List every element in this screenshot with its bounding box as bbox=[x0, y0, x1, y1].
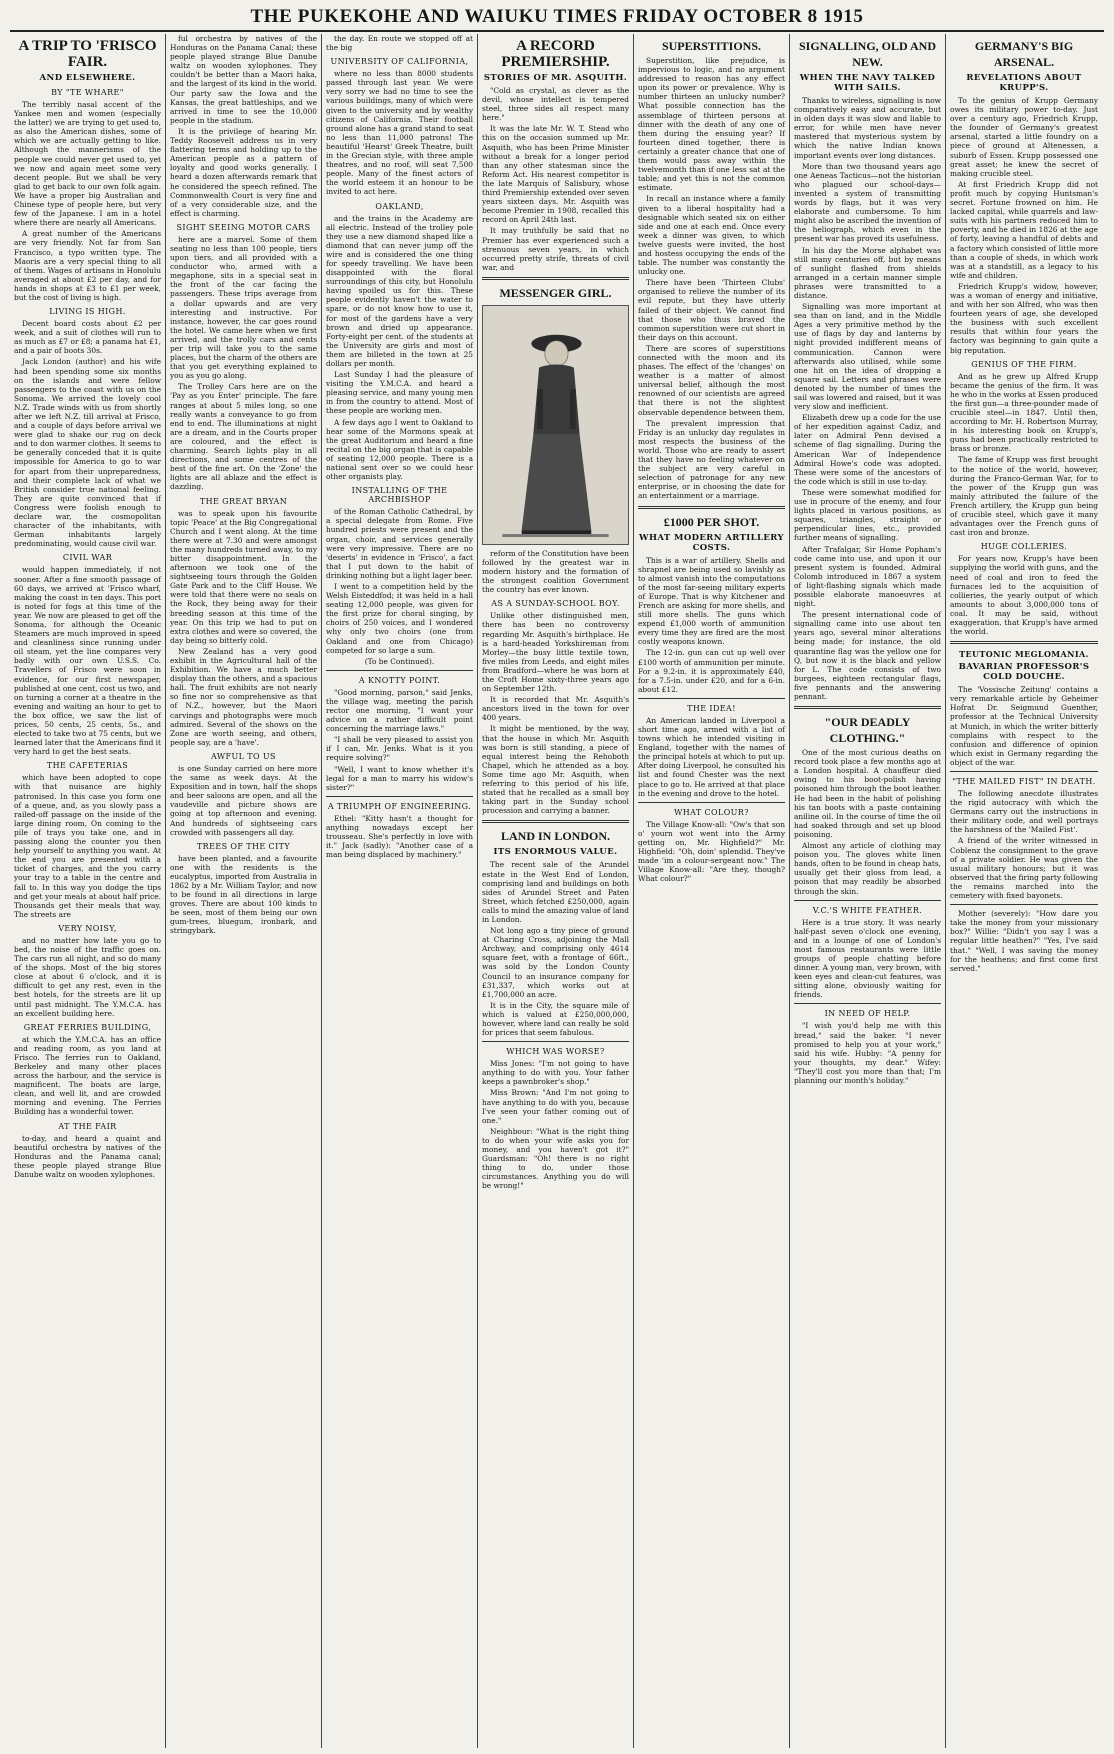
section-heading: TEUTONIC MEGLOMANIA. bbox=[959, 649, 1089, 660]
article-paragraph: The Village Know-all: "Ow's that son o' yourn wot went into the Army getting on, Mr. Highfield?" Mr. Highfield: "Oh, doin' splendid. They've made 'im a colour-sergeant now." The Village Know-all: "Are they, though? What colour?" bbox=[638, 819, 785, 884]
article-paragraph: At first Friedrich Krupp did not profit much by copying Huntsman's secret. Fortune frowned on him. He lacked capital, while quarrels and law-suits with his partners reduced him to poverty, and he died in 1826 at the age of forty, leaving a handful of debts and a factory which consisted of little more than a couple of sheds, in which work was at a standstill, as a legacy to his wife and children. bbox=[950, 179, 1098, 280]
column-2 bbox=[166, 34, 322, 1748]
section-heading: A TRIUMPH OF ENGINEERING. bbox=[327, 801, 472, 811]
article-paragraph: New Zealand has a very good exhibit in the Agricultural hall of the Exhibition. We have a much better display than the others, and a spacious hall. The fruit exhibits are not nearly so fine nor so comprehensive as that of N.Z., however, but the Maori carvings and photographs were much admired. Several of the shows on the Zone are worth seeing, and others, people say, are a 'have'. bbox=[170, 646, 317, 747]
article-paragraph: Here is a true story. It was nearly half-past seven o'clock one evening, and in a lounge of one of London's most famous restaurants were little groups of people chatting before dinner. A young man, very brown, with keen eyes and clean-cut features, was sitting alone, obviously waiting for friends. bbox=[794, 917, 941, 1000]
article-paragraph: reform of the Constitution have been followed by the greatest war in modern history and the formation of the strongest coalition Government the country has ever known. bbox=[482, 548, 629, 595]
article-paragraph: would happen immediately, if not sooner. After a fine smooth passage of 60 days, we arrived at 'Frisco wharf, making the coast in ten days. This port is noted for fogs at this time of the year. We now are pleased to get off the Sonoma, for although the Oceanic Steamers are much improved in speed and cleanliness since running under oil steam, yet the line compares very badly with our own U.S.S. Co. Travellers of Frisco were soon in evidence, for our first newspaper, published at one cent, cost us two, and on turning a corner at a theatre in the evening and waiting an hour to get to the box office, we saw the list of prices, 50 cents, 25 cents, 5s., and elected to take two at 75 cents, but we learned later that the Americans find it very hard to get the best seats. bbox=[14, 565, 161, 757]
divider bbox=[326, 796, 473, 797]
article-paragraph: It is in the City, the square mile of which is valued at £250,000,000, however, where land can really be sold for prices that seem fabulous. bbox=[482, 1000, 629, 1038]
headline-land-in-london: LAND IN LONDON. bbox=[500, 829, 610, 844]
messenger-girl-figure bbox=[483, 306, 628, 544]
section-heading: THE IDEA! bbox=[687, 703, 736, 713]
article-paragraph: Mother (severely): "How dare you take the money from your missionary box?" Willie: "Didn't you say I was a regular little heathen?" "Yes, I've said that." "Well, I was saving the money for the heathens; and first come first served." bbox=[950, 909, 1098, 973]
article-paragraph: of the Roman Catholic Cathedral, by a special delegate from Rome. Five hundred priests were present and the organ, choir, and services generally were very impressive. There are no 'deserts' in evidence in 'Frisco', a fact that I put down to the habit of drinking nothing but a light lager beer. bbox=[326, 507, 473, 580]
divider bbox=[794, 706, 941, 709]
section-heading: TREES OF THE CITY bbox=[196, 841, 291, 851]
masthead-title: THE PUKEKOHE AND WAIUKU TIMES FRIDAY OCTOBER 8 1915 bbox=[250, 6, 864, 27]
section-heading: HUGE COLLERIES. bbox=[980, 542, 1068, 552]
article-paragraph: To the genius of Krupp Germany owes its military power to-day. Just over a century ago, Friedrich Krupp, the founder of Germany's greatest arsenal, started a little foundry on a piece of ground at Altenessen, a suburb of Essen. Krupp possessed one great asset; he knew the secret of making crucible steel. bbox=[950, 96, 1098, 178]
article-paragraph: have been planted, and a favourite one with the residents is the eucalyptus, imported from Australia in 1862 by a Mr. William Taylor, and now to be found in all directions in large groves. There are about 100 kinds to be seen, most of them being our own gum-trees, bluegum, ironbark, and stringybark. bbox=[170, 853, 317, 936]
section-heading: AT THE FAIR bbox=[58, 1121, 117, 1131]
subhead-artillery-costs: WHAT MODERN ARTILLERY COSTS. bbox=[639, 532, 784, 553]
article-paragraph: Almost any article of clothing may poison you. The gloves white linen hands, often to be found in cheap hats, usually get their gloss from lead, a poison that may readily be absorbed through the skin. bbox=[794, 841, 941, 896]
article-paragraph: In recall an instance where a family given to a liberal hospitality had a designable which seated six on either side and one at each end. Once every week a dinner was given, to which twelve guests were invited, the host and hostess occupying the ends of the table. The number was constantly the unlucky one. bbox=[638, 194, 785, 277]
section-heading: AWFUL TO US bbox=[211, 751, 276, 761]
article-paragraph: The 12-in. gun can cut up well over £100 worth of ammunition per minute. For a 9.2-in. it is approximately £40, for a 7.5-in. under £20, and for a 6-in. about £12. bbox=[638, 648, 785, 694]
column-4 bbox=[478, 34, 634, 1748]
section-heading: OAKLAND, bbox=[375, 201, 424, 211]
section-heading: VERY NOISY, bbox=[58, 923, 117, 933]
article-paragraph: here are a marvel. Some of them seating no less than 100 people, tiers upon tiers, and all provided with a conductor who, armed with a megaphone, sits in a special seat in the front of the car facing the passengers. These trips average from a dollar upwards and are very interesting and instructive. For instance, however, the car goes round the hotel. We came here when we first arrived, and the trolly cars and cents per trip will take you to the same places, but the charm of the others are that you get everything explained to you as you go along. bbox=[170, 234, 317, 381]
article-paragraph: A great number of the Americans are very friendly. Not far from San Francisco, a typo written type. The Maoris are a very special thing to all of them. Wages of artisans in Honolulu averaged at about £2 per day, and for hands in shops at £3 to £1 per week, but the cost of living is high. bbox=[14, 229, 161, 302]
divider bbox=[482, 1041, 629, 1042]
section-heading: CIVIL WAR bbox=[62, 553, 113, 563]
headline-deadly-clothing: "OUR DEADLY CLOTHING." bbox=[824, 715, 911, 746]
article-paragraph: is one Sunday carried on here more the same as week days. At the Exposition and in town, half the shops and beer saloons are open, and all the vaudeville and picture shows are going at top afternoon and evening. And hundreds of sightseeing cars crowded with passengers all day. bbox=[170, 763, 317, 837]
article-paragraph: Jack London (author) and his wife had been spending some six months on the islands and were fellow passengers to the coast with us on the Sonoma. We arrived the lovely cool N.Z. Trade winds with us from shortly after we left N.Z. till arrival at Frisco, and a couple of days before arrival we were glad to shake our rug on deck and to don warmer clothes. It seems to be generally conceded that it is quite impossible for America to go to war for apart from their unpreparedness, and their complete lack of what we British consider true national feeling. They are quite convinced that if Congress were foolish enough to declare war, the cosmopolitan character of the inhabitants, with German inhabitants largely predominating, would cause civil war. bbox=[14, 357, 161, 549]
article-paragraph: This is a war of artillery. Shells and shrapnel are being used so lavishly as to almost vanish into the computations of the most far-seeing military experts of Europe. That is why Kitchener and French are asking for more shells, and still more shells. The guns which expend £1,000 worth of ammunition every time they are fired are the most costly weapons known. bbox=[638, 555, 785, 647]
divider bbox=[950, 641, 1098, 644]
section-heading: THE GREAT BRYAN bbox=[199, 496, 288, 506]
subhead-asquith: STORIES OF MR. ASQUITH. bbox=[483, 73, 628, 83]
article-paragraph: The Trolley Cars here are on the 'Pay as you Enter' principle. The fare ranges at about 5 miles long, so one really wants a conveyance to go from end to end. The illuminations at night are a dream, and in the Courts proper are coloured, and the effect is charming. Search lights play in all directions, and some centres of the best of the fine art. On the 'Zone' the lights are all ablaze and the effect is dazzling. bbox=[170, 382, 317, 492]
section-heading: INSTALLING OF THE ARCHBISHOP bbox=[351, 486, 448, 505]
section-heading: AS A SUNDAY-SCHOOL BOY. bbox=[491, 599, 620, 609]
article-paragraph: to-day, and heard a quaint and beautiful orchestra by natives of the Honduras and the Panama canal; these people played strange Blue Danube waltz on wooden xylophones. bbox=[14, 1133, 161, 1179]
article-paragraph: Not long ago a tiny piece of ground at Charing Cross, adjoining the Mall Archway, and comprising only 4614 square feet, with a frontage of 66ft., was sold by the London County Council to an insurance company for £31,337, which works out at £1,700,000 an acre. bbox=[482, 926, 629, 999]
divider bbox=[638, 698, 785, 699]
section-heading: WHAT COLOUR? bbox=[674, 807, 749, 817]
column-grid bbox=[10, 34, 1104, 1748]
article-paragraph: at which the Y.M.C.A. has an office and reading room, as you land at Frisco. The ferries run to Oakland, Berkeley and many other places across the harbour, and the service is magnificent. The boats are large, clean, and well lit, and are crowded morning and evening. The Ferries Building has a wonderful tower. bbox=[14, 1034, 161, 1117]
article-paragraph: Miss Brown: "And I'm not going to have anything to do with you, because I've seen your father coming out of one." bbox=[482, 1088, 629, 1125]
masthead bbox=[10, 4, 1104, 32]
article-paragraph: Unlike other distinguished men, there has been no controversy regarding Mr. Asquith's birthplace. He is a hard-headed Yorkshireman from Morley—the busy little textile town, five miles from Leeds, and eight miles from Bradford—where he was born at the Croft Home sixty-three years ago on September 12th. bbox=[482, 611, 629, 694]
article-paragraph: Decent board costs about £2 per week, and a suit of clothes will run to as much as £7 or £8; a panama hat £1, and a pair of boots 30s. bbox=[14, 319, 161, 356]
article-paragraph: And as he grew up Alfred Krupp became the genius of the firm. It was he who in the works at Essen produced the first gun—a three-pounder made of crucible steel—in 1847. Until then, according to Mr. H. Robertson Murray, in his interesting book on Krupp's, guns had been practically restricted to brass or bronze. bbox=[950, 371, 1098, 454]
section-heading: GREAT FERRIES BUILDING, bbox=[23, 1022, 152, 1032]
section-heading: V.C.'S WHITE FEATHER. bbox=[812, 905, 923, 915]
article-paragraph: It may truthfully be said that no Premier has ever experienced such a strenuous seven years, in which occurred pretty strife, threats of civil war, and bbox=[482, 226, 629, 272]
column-6 bbox=[790, 34, 946, 1748]
article-paragraph: and no matter how late you go to bed, the noise of the traffic goes on. The cars run all night, and so do many of the shops. Most of the big stores close at about 6 o'clock, and it is difficult to get any rest, even in the best hotels, for the streets are lit up until past midnight. The Y.M.C.A. has an excellent building here. bbox=[14, 935, 161, 1018]
column-3 bbox=[322, 34, 478, 1748]
article-paragraph: "Good morning, parson," said Jenks, the village wag, meeting the parish rector one morning, "I want your advice on a rather difficult point concerning the marriage laws." bbox=[326, 687, 473, 734]
section-heading: "THE MAILED FIST" IN DEATH. bbox=[952, 777, 1096, 786]
article-paragraph: was to speak upon his favourite topic 'Peace' at the Big Congregational Church and I went along. At the time there were at 7.30 and were amongst the many hundreds turned away, to my bitter disappointment. In the afternoon we took one of the sightseeing tours through the Golden Gate Park and to the Cliff House. We were told that there were no seals on the Rock, they being away for their breeding season at this time of the year. On this trip we had to put on extra clothes and were so covered, the day being so bitterly cold. bbox=[170, 508, 317, 645]
article-paragraph: There have been 'Thirteen Clubs' organised to relieve the number of its evil repute, but they have utterly failed of their object. We cannot find that those who thus braved the common superstition were cut short in their days on this account. bbox=[638, 278, 785, 342]
divider bbox=[950, 904, 1098, 905]
headline-superstitions: SUPERSTITIONS. bbox=[661, 39, 762, 53]
section-heading: THE CAFETERIAS bbox=[46, 761, 129, 771]
article-paragraph: the day. En route we stopped off at the big bbox=[326, 34, 473, 53]
article-paragraph: "Well, I want to know whether it's legal for a man to marry his widow's sister?" bbox=[326, 764, 473, 792]
subhead-navy-sails: WHEN THE NAVY TALKED WITH SAILS. bbox=[799, 73, 936, 93]
divider bbox=[638, 802, 785, 803]
column-5 bbox=[634, 34, 790, 1748]
headline-trip-to-frisco: A TRIP TO 'FRISCO FAIR. bbox=[18, 38, 157, 70]
article-paragraph: It was the late Mr. W. T. Stead who this on the occasion summed up Mr. Asquith, who has been Prime Minister without a break for a longer period than any other statesman since the Reform Act. His nearest competitor is the late Marquis of Salisbury, whose third Premiership extended over seven years sixteen days. Mr. Asquith was become Premier in 1908, recalled this record on April 24th last. bbox=[482, 124, 629, 225]
article-paragraph: Signalling was more important at sea than on land, and in the Middle Ages a very primitive method by the use of flags by day and lanterns by night provided indifferent means of communication. Cannon were afterwards also utilised, while some one hit on the idea of dropping a square sail. Letters and phrases were denoted by the number of times the sail was lowered and raised, but it was very slow and inefficient. bbox=[794, 302, 941, 412]
section-heading: GENIUS OF THE FIRM. bbox=[971, 359, 1077, 369]
article-paragraph: which have been adopted to cope with that nuisance are highly patronised. In this case you form one of a queue, and, as you slowly pass a railed-off passage on the inside of the large dining room, On coming to the pile of trays you take one, and in passing along the counter you then help yourself to anything you want. At the end you are presented with a ticket of charges, and the you carry your tray to a table in the centre and fall to. In this way you dodge the tips and get your meals at about half price. Thousands get their meals that way. The streets are bbox=[14, 773, 161, 919]
article-paragraph: Neighbour: "What is the right thing to do when your wife asks you for money, and you haven't got it?" Guardsman: "Oh! there is no right thing to do, under those circumstances. Anything you do will be wrong!" bbox=[482, 1126, 629, 1191]
section-heading: LIVING IS HIGH. bbox=[49, 307, 126, 317]
headline-signalling: SIGNALLING, OLD AND NEW. bbox=[798, 39, 937, 69]
section-heading: SIGHT SEEING MOTOR CARS bbox=[176, 222, 311, 232]
byline: BY "TE WHARE" bbox=[51, 88, 124, 97]
messenger-girl-photo bbox=[482, 305, 629, 545]
article-paragraph: and the trains in the Academy are all electric. Instead of the trolley pole they use a new diamond shaped like a diamond that can never jump off the wire and is considered the one thing for speedy travelling. We have been disappointed with the floral surroundings of this city, but Honolulu having spoiled us for this. These people evidently haven't the water to spare, or do not know how to use it, for most of the gardens have a very brown and dried up appearance. Forty-eight per cent. of the students at the University are girls and most of them are billeted in the town at 25 dollars per month. bbox=[326, 213, 473, 368]
article-paragraph: Ethel: "Kitty hasn't a thought for anything nowadays except her trousseau. She's perfectly in love with it." Jack (sadly): "Another case of a man being displaced by machinery." bbox=[326, 813, 473, 860]
article-paragraph: The prevalent impression that Friday is an unlucky day regulates in most respects the business of the world. Those who are ready to assert that they have no feeling whatever on the subject are very careful in selection of patronage for any new enterprise, or in choosing the date for an entertainment or a marriage. bbox=[638, 418, 785, 501]
article-paragraph: I went to a competition held by the Welsh Eisteddfod; it was held in a hall seating 12,000 people, was given for the first prize for choral singing, by choirs of 250 voices, and I wondered why only two choirs (one from Oakland and one from Chicago) competed for so large a sum. bbox=[326, 581, 473, 655]
article-paragraph: It is recorded that Mr. Asquith's ancestors lived in the town for over 400 years. bbox=[482, 695, 629, 723]
divider bbox=[794, 1003, 941, 1004]
section-heading: A KNOTTY POINT. bbox=[358, 675, 441, 685]
divider bbox=[950, 771, 1098, 772]
article-paragraph: In his day the Morse alphabet was still many centuries off, but by means of sunlight flashed from shields arranged in a certain manner simple phrases were transmitted to a distance. bbox=[794, 245, 941, 300]
article-paragraph: More than two thousand years ago one Aeneas Tacticus—not the historian who plagued our school-days—invented a system of transmitting words by flags, but it was very elaborate and cumbersome. To him might also be ascribed the invention of the heliograph, which even in the present war has proved its usefulness. bbox=[794, 161, 941, 244]
article-paragraph: A few days ago I went to Oakland to hear some of the Mormons speak at the great Auditorium and heard a fine recital on the big organ that is capable of seating 12,000 people. There is a national sent over so we could hear other organists play. bbox=[326, 417, 473, 482]
article-paragraph: A friend of the writer witnessed in Coblenz the consignment to the grave of a private soldier. He was given the usual military honours; but it was observed that the firing party following the remains marched into the cemetery with fixed bayonets. bbox=[950, 836, 1098, 901]
divider bbox=[638, 506, 785, 509]
article-paragraph: The terribly nasal accent of the Yankee men and women (especially the latter) we are trying to get used to, as also the American dishes, some of which we are actually getting to like. Although the mannerisms of the people we could never get used to, yet we now and again meet some very decent people. But we shall be very glad to get back to our own folk again. We have a proper big Australian and Chinese type of people here, but very few of the Japanese. I am in a hotel where there are nearly all Americans. bbox=[14, 100, 161, 228]
article-paragraph: It is the privilege of hearing Mr. Teddy Roosevelt address us in very flattering terms and holding up to the American people as a pattern of loyalty and good works generally. I heard a dozen afterwards remark that he considered the speech refined. The Commonwealth Court is very fine and of a very considerable size, and the effect is charming. bbox=[170, 126, 317, 218]
divider bbox=[794, 900, 941, 901]
article-paragraph: The present international code of signalling came into use about ten years ago, several minor alterations being made; for instance, the old quarantine flag was the yellow one for Q, but now it is the black and yellow for L. The code consists of two burgees, eighteen rectangular flags, five pennants and the answering pennant. bbox=[794, 610, 941, 701]
headline-messenger-girl: MESSENGER GIRL. bbox=[499, 285, 612, 300]
article-paragraph: The following anecdote illustrates the rigid autocracy with which the Germans carry out the instructions in their military code, and well portrays the harshness of the 'Mailed Fist'. bbox=[950, 789, 1098, 835]
subhead-bavarian-professor: BAVARIAN PROFESSOR'S COLD DOUCHE. bbox=[958, 662, 1090, 683]
article-paragraph: "Cold as crystal, as clever as the devil, whose intellect is tempered steel, three sides all respect many here." bbox=[482, 86, 629, 123]
article-paragraph: These were somewhat modified for use in procure of the enemy, and four lights placed in various positions, as squares, triangles, straight or perpendicular lines, etc., provided further means of signalling. bbox=[794, 487, 941, 543]
continued-note: (To be Continued). bbox=[364, 656, 435, 666]
headline-record-premiership: A RECORD PREMIERSHIP. bbox=[501, 38, 610, 70]
article-paragraph: Miss Jones: "I'm not going to have anything to do with you. Your father keeps a pawnbroker's shop." bbox=[482, 1059, 629, 1087]
article-paragraph: Elizabeth drew up a code for the use of her expedition against Cadiz, and later on Admiral Penn devised a scheme of flag signalling. During the American War of Independence Admiral Howe's code was adopted. These were some of the ancestors of the code which is still in use to-day. bbox=[794, 413, 941, 486]
article-paragraph: The 'Vossische Zeitung' contains a very remarkable article by Geheimer Hofrat Dr. Seigmund Guenther, professor at the Technical University at Munich, in which the writer bitterly complains with respect to the confusion and difference of opinion which exist in Germany regarding the object of the war. bbox=[950, 685, 1098, 767]
subhead-krupps: REVELATIONS ABOUT KRUPP'S. bbox=[966, 73, 1082, 93]
article-paragraph: "I shall be very pleased to assist you if I can, Mr. Jenks. What is it you require solving?" bbox=[326, 735, 473, 763]
article-paragraph: There are scores of superstitions connected with the moon and its phases. The effect of the 'changes' on weather is a matter of almost universal belief, although the most renowned of our scientists are agreed that there is not the slightest observable dependence between them. bbox=[638, 343, 785, 417]
column-7 bbox=[946, 34, 1102, 1748]
article-paragraph: Last Sunday I had the pleasure of visiting the Y.M.C.A. and heard a pleasing service, and many young men in from the country to attend. Most of these people are working men. bbox=[326, 370, 473, 416]
article-paragraph: For years now, Krupp's have been supplying the world with guns, and the need of coal and iron to feed the furnaces led to the acquisition of collieries, the yearly output of which amounts to about 3,000,000 tons of coal. It may be said, without exaggeration, that Krupp's have armed the world. bbox=[950, 554, 1098, 637]
article-paragraph: "I wish you'd help me with this bread," said the baker. "I never promised to help you at your work," said his wife. Hubby: "A penny for your thoughts, my dear." Wifey: "They'll cost you more than that; I'm planning our month's holiday." bbox=[794, 1021, 941, 1085]
divider bbox=[326, 670, 473, 671]
section-heading: UNIVERSITY OF CALIFORNIA, bbox=[330, 57, 469, 67]
article-paragraph: Friedrich Krupp's widow, however, was a woman of energy and initiative, and with her son Alfred, who was then fourteen years of age, she developed the business with such excellent results that within four years the factory was beginning to gain quite a big reputation. bbox=[950, 281, 1098, 355]
article-paragraph: After Trafalgar, Sir Home Popham's code came into use, and upon it our present system is founded. Admiral Colomb introduced in 1867 a system of light-flashing signals which made possible elaborate manoeuvres at night. bbox=[794, 544, 941, 609]
subhead-enormous-value: ITS ENORMOUS VALUE. bbox=[493, 847, 618, 858]
article-paragraph: It might be mentioned, by the way, that the house in which Mr. Asquith was born is still standing, a piece of equal interest being the Rehoboth Chapel, which he attended as a boy. Some time ago Mr. Asquith, when referring to this period of his life, stated that he recalled as a small boy taking part in the Sunday school procession and carrying a banner. bbox=[482, 724, 629, 816]
headline-1000-per-shot: £1000 PER SHOT. bbox=[663, 514, 760, 529]
article-paragraph: The fame of Krupp was first brought to the notice of the world, however, during the Franco-German War, for to the power of the Krupp gun was mainly attributed the failure of the French artillery, the Krupp gun being of crucible steel, which gave it many advantages over the French guns of cast iron and bronze. bbox=[950, 455, 1098, 538]
article-paragraph: An American landed in Liverpool a short time ago, armed with a list of towns which he intended visiting in England, together with the names of the principal hotels at which to put up. After doing Liverpool, he consulted his list and found Chester was the next place to go to. He arrived at that place in the evening and drove to the hotel. bbox=[638, 715, 785, 798]
article-paragraph: ful orchestra by natives of the Honduras on the Panama Canal; these people played strange Blue Danube waltz on wooden xylophones. They couldn't be better than a Maori haka, and the largest of its kind in the world. Our party saw the Iowa and the Kansas, the great battleships, and we arrived in time to see the 10,000 people in the stadium. bbox=[170, 34, 317, 125]
article-paragraph: Superstition, like prejudice, is impervious to logic, and no argument addressed to reason has any effect upon its power or prevalence. Why is number thirteen an unlucky number? What possible connection has the assemblage of thirteen persons at dinner with the death of any one of them during the ensuing year? If fourteen dined together, there is certainly a greater chance that one of them would pass away within the twelvemonth than if one less sat at the table; and yet this is not the common estimate. bbox=[638, 56, 785, 193]
divider bbox=[482, 277, 629, 280]
article-paragraph: The recent sale of the Arundel estate in the West End of London, comprising land and buildings on both sides of Arundel Street and Paten Street, which fetched £250,000, again calls to mind the amazing value of land in London. bbox=[482, 860, 629, 924]
column-1 bbox=[10, 34, 166, 1748]
subhead-and-elsewhere: AND ELSEWHERE. bbox=[39, 73, 136, 83]
section-heading: IN NEED OF HELP. bbox=[824, 1009, 911, 1019]
section-heading: WHICH WAS WORSE? bbox=[506, 1047, 605, 1057]
divider bbox=[482, 820, 629, 823]
article-paragraph: Thanks to wireless, signalling is now comparatively easy and accurate, but in olden days it was slow and liable to error, for while men have never mastered that mysterious system by which the native Indian knows important events over long distances. bbox=[794, 96, 941, 160]
headline-germanys-arsenal: GERMANY'S BIG ARSENAL. bbox=[974, 39, 1074, 69]
article-paragraph: where no less than 8000 students passed through last year. We were very sorry we had no time to see the various buildings, many of which were given to the university and by wealthy citizens of California. Their football ground alone has a grand stand to seat no less than 11,000 patrons! The beautiful 'Hearst' Greek Theatre, built in the Grecian style, with three ample theatres, and no roof, will seat 7,500 people. Many of the finest actors of the world esteem it an honour to be invited to act here. bbox=[326, 69, 473, 197]
article-paragraph: One of the most curious deaths on record took place a few months ago at a London hospital. A chauffeur died owing to his boot-polish having poisoned him through the boot leather. He had been in the habit of polishing his tan boots with a paste containing aniline oil. In the course of time the oil had soaked through and set up blood poisoning. bbox=[794, 748, 941, 839]
